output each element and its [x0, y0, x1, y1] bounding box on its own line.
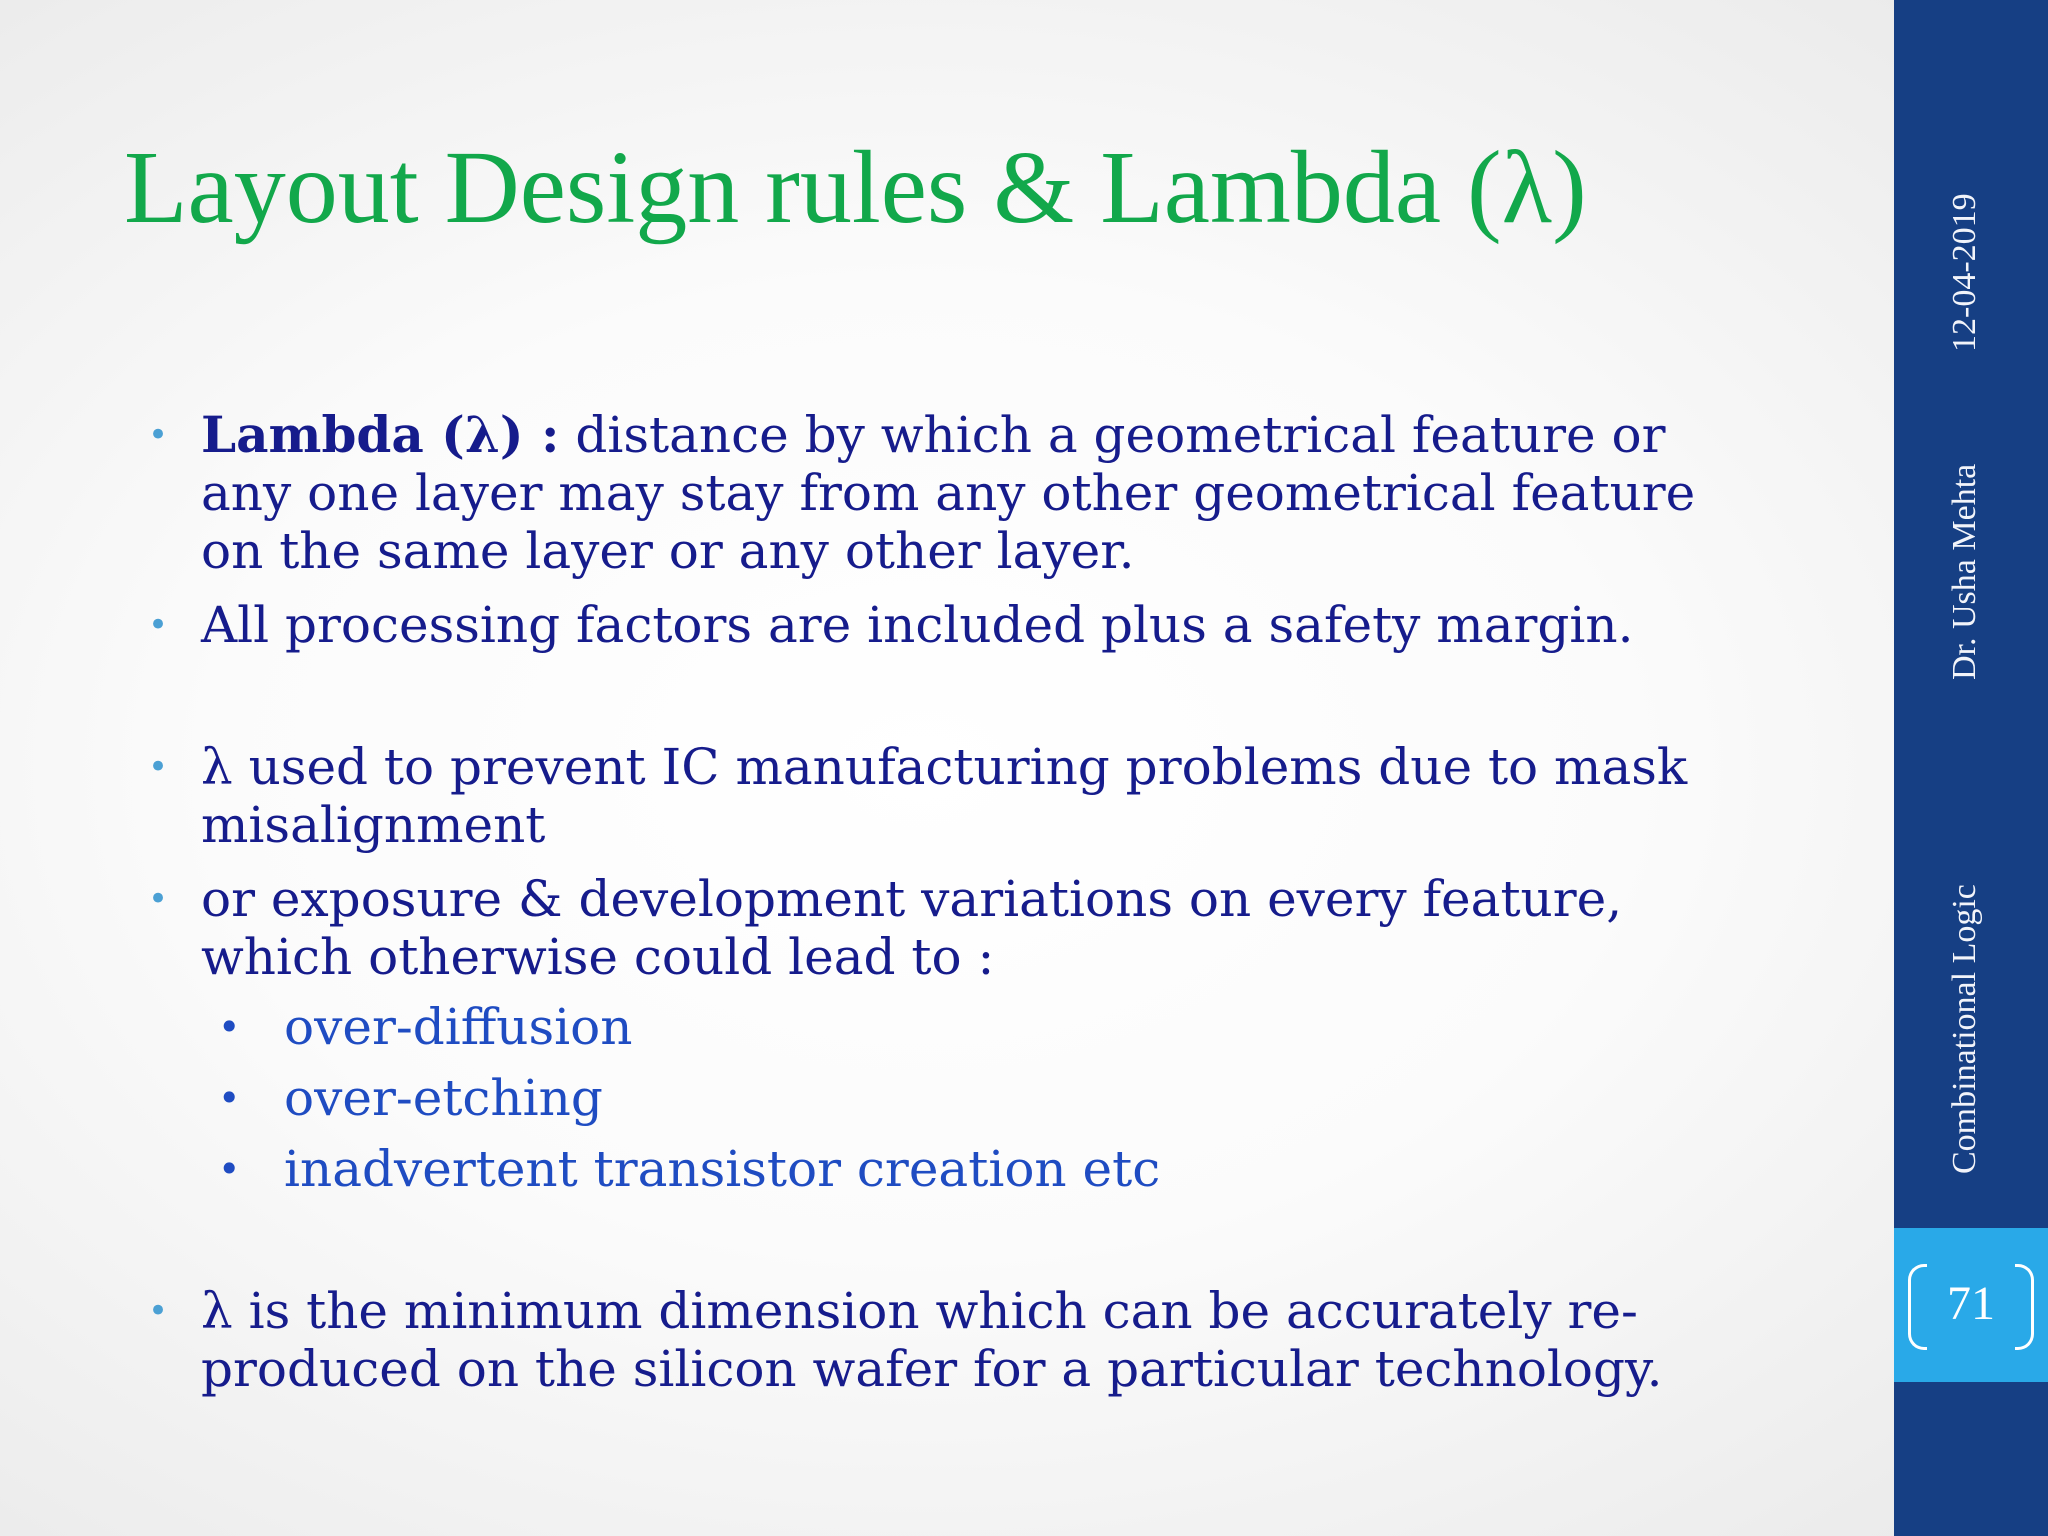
footer-date: 12-04-2019 — [1946, 193, 1983, 352]
footer-topic: Combinational Logic — [1946, 884, 1983, 1174]
sub-bullet-text: over-etching — [284, 1069, 603, 1127]
sub-bullet-text: inadvertent transistor creation etc — [284, 1140, 1161, 1198]
bullet-dot-icon: • — [148, 747, 169, 787]
footer-author: Dr. Usha Mehta — [1946, 463, 1983, 680]
page-number-badge — [1894, 1228, 2048, 1382]
sub-bullet-text: over-diffusion — [284, 998, 633, 1056]
bullet-lambda-definition — [140, 406, 1760, 580]
page-number: 71 — [1947, 1277, 1995, 1330]
sub-bullet-dot-icon: • — [218, 1005, 241, 1049]
bullet-text: or exposure & development variations on every feature, which otherwise could lead to : — [201, 870, 1623, 986]
bullet-dot-icon: • — [148, 1291, 169, 1331]
bullet-mask-misalignment — [140, 738, 1760, 854]
bullet-text: λ is the minimum dimension which can be accurately re-produced on the silicon wafer for a particular technology. — [201, 1282, 1663, 1398]
sub-bullet-dot-icon: • — [218, 1076, 241, 1120]
bullet-text: λ used to prevent IC manufacturing problems due to mask misalignment — [201, 738, 1688, 854]
bullet-dot-icon: • — [148, 415, 169, 455]
bullet-dot-icon: • — [148, 879, 169, 919]
bullet-lead: Lambda (λ) : — [201, 405, 560, 464]
bullet-processing-factors — [140, 596, 1760, 654]
sub-bullet-over-etching — [140, 1069, 603, 1127]
sub-bullet-over-diffusion — [140, 998, 632, 1056]
slide-title: Layout Design rules & Lambda (λ) — [124, 130, 1587, 245]
bullet-dot-icon: • — [148, 605, 169, 645]
sub-bullet-dot-icon: • — [218, 1147, 241, 1191]
bullet-minimum-dimension — [140, 1282, 1760, 1398]
bullet-exposure-variations — [140, 870, 1760, 986]
sub-bullet-transistor-creation — [140, 1140, 1160, 1198]
bullet-text: Lambda (λ) : distance by which a geometrical feature or any one layer may stay from any other geometrical feature on the same layer or any other layer. — [201, 405, 1696, 580]
bullet-text: All processing factors are included plus a safety margin. — [201, 596, 1634, 654]
